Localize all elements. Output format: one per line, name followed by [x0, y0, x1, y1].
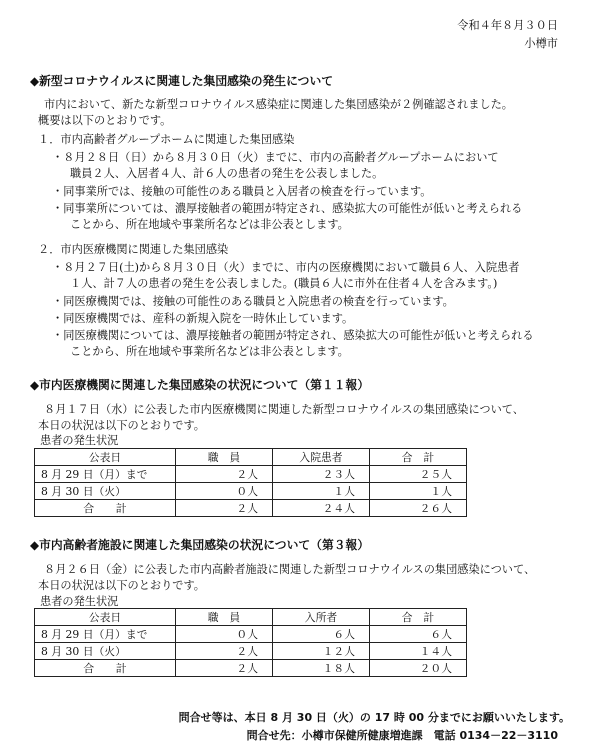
- item1-line: ・同事業所については、濃厚接触者の範囲が特定され、感染拡大の可能性が低いと考えられる: [52, 202, 523, 215]
- item2-line: ことから、所在地域や事業所名などは非公表とします。: [70, 345, 349, 358]
- section1-intro-line: 概要は以下のとおりです。: [38, 114, 172, 127]
- item2-line: ・同医療機関では、接触の可能性のある職員と入院患者の検査を行っています。: [52, 295, 454, 308]
- table-cell: ２人: [176, 660, 273, 677]
- table-cell: １４人: [370, 643, 467, 660]
- section2-intro-line: ８月１７日（水）に公表した市内医療機関に関連した新型コロナウイルスの集団感染について、: [44, 403, 524, 416]
- table-cell: １人: [370, 483, 467, 500]
- section3-table-title: 患者の発生状況: [40, 595, 119, 608]
- table-row: [35, 626, 467, 643]
- item2-line: １人、計７人の患者の発生を公表しました。(職員６人に市外在住者４人を含みます。): [70, 277, 498, 290]
- table-cell: 8 月 30 日（火）: [35, 483, 176, 500]
- table-header-row: [35, 449, 467, 466]
- item2-line: ・同医療機関については、濃厚接触者の範囲が特定され、感染拡大の可能性が低いと考えられる: [52, 329, 534, 342]
- inquiry-deadline: 問合せ等は、本日 8 月 30 日（火）の 17 時 00 分までにお願いいたします。: [178, 711, 570, 724]
- table-cell: ２人: [176, 500, 273, 517]
- table-header-cell: 職 員: [176, 609, 273, 626]
- table-cell: ２人: [176, 466, 273, 483]
- table-row: [35, 483, 467, 500]
- section2-heading: ◆市内医療機関に関連した集団感染の状況について（第１１報）: [30, 378, 370, 392]
- section3-heading: ◆市内高齢者施設に関連した集団感染の状況について（第３報）: [30, 538, 370, 552]
- section2-intro-line: 本日の状況は以下のとおりです。: [38, 419, 205, 432]
- item1-line: ・同事業所では、接触の可能性のある職員と入居者の検査を行っています。: [52, 185, 432, 198]
- table-header-row: [35, 609, 467, 626]
- item1-line: ・８月２８日（日）から８月３０日（火）までに、市内の高齢者グループホームにおいて: [52, 151, 499, 164]
- table-cell: ６人: [370, 626, 467, 643]
- table-cell: 8 月 29 日（月）まで: [35, 626, 176, 643]
- table-cell: １人: [273, 483, 370, 500]
- section2-table: [34, 448, 467, 517]
- table-cell: ２０人: [370, 660, 467, 677]
- contact-info: 問合せ先：小樽市保健所健康増進課 電話 0134－22－3110: [246, 729, 558, 742]
- table-cell: 合 計: [35, 660, 176, 677]
- item2-title: ２．市内医療機関に関連した集団感染: [38, 243, 229, 256]
- item2-line: ・同医療機関では、産科の新規入院を一時休止しています。: [52, 312, 354, 325]
- table-cell: ２４人: [273, 500, 370, 517]
- table-cell: １２人: [273, 643, 370, 660]
- section1-intro-line: 市内において、新たな新型コロナウイルス感染症に関連した集団感染が２例確認されました。: [44, 98, 513, 111]
- table-header-cell: 職 員: [176, 449, 273, 466]
- table-cell: ２５人: [370, 466, 467, 483]
- document-issuer: 小樽市: [524, 37, 558, 50]
- table-header-cell: 合 計: [370, 449, 467, 466]
- section3-table: [34, 608, 467, 677]
- document-date: 令和４年８月３０日: [457, 19, 558, 32]
- table-cell: ２６人: [370, 500, 467, 517]
- item1-line: 職員２人、入居者４人、計６人の患者の発生を公表しました。: [70, 167, 384, 180]
- section3-intro-line: 本日の状況は以下のとおりです。: [38, 579, 205, 592]
- item1-line: ことから、所在地域や事業所名などは非公表とします。: [70, 218, 349, 231]
- table-row-total: [35, 660, 467, 677]
- section2-table-title: 患者の発生状況: [40, 434, 119, 447]
- table-header-cell: 合 計: [370, 609, 467, 626]
- table-row-total: [35, 500, 467, 517]
- item1-title: １．市内高齢者グループホームに関連した集団感染: [38, 133, 295, 146]
- table-cell: ６人: [273, 626, 370, 643]
- table-header-cell: 公表日: [35, 609, 176, 626]
- table-header-cell: 入所者: [273, 609, 370, 626]
- table-row: [35, 643, 467, 660]
- table-row: [35, 466, 467, 483]
- table-cell: ２人: [176, 643, 273, 660]
- table-cell: ２３人: [273, 466, 370, 483]
- table-cell: 合 計: [35, 500, 176, 517]
- table-header-cell: 入院患者: [273, 449, 370, 466]
- section3-intro-line: ８月２６日（金）に公表した市内高齢者施設に関連した新型コロナウイルスの集団感染について、: [44, 563, 536, 576]
- table-cell: １８人: [273, 660, 370, 677]
- table-cell: 8 月 30 日（火）: [35, 643, 176, 660]
- table-cell: ０人: [176, 483, 273, 500]
- item2-line: ・８月２７日(土)から８月３０日（火）までに、市内の医療機関において職員６人、入院患者: [52, 261, 520, 274]
- table-header-cell: 公表日: [35, 449, 176, 466]
- section1-heading: ◆新型コロナウイルスに関連した集団感染の発生について: [30, 74, 334, 88]
- table-cell: ０人: [176, 626, 273, 643]
- table-cell: 8 月 29 日（月）まで: [35, 466, 176, 483]
